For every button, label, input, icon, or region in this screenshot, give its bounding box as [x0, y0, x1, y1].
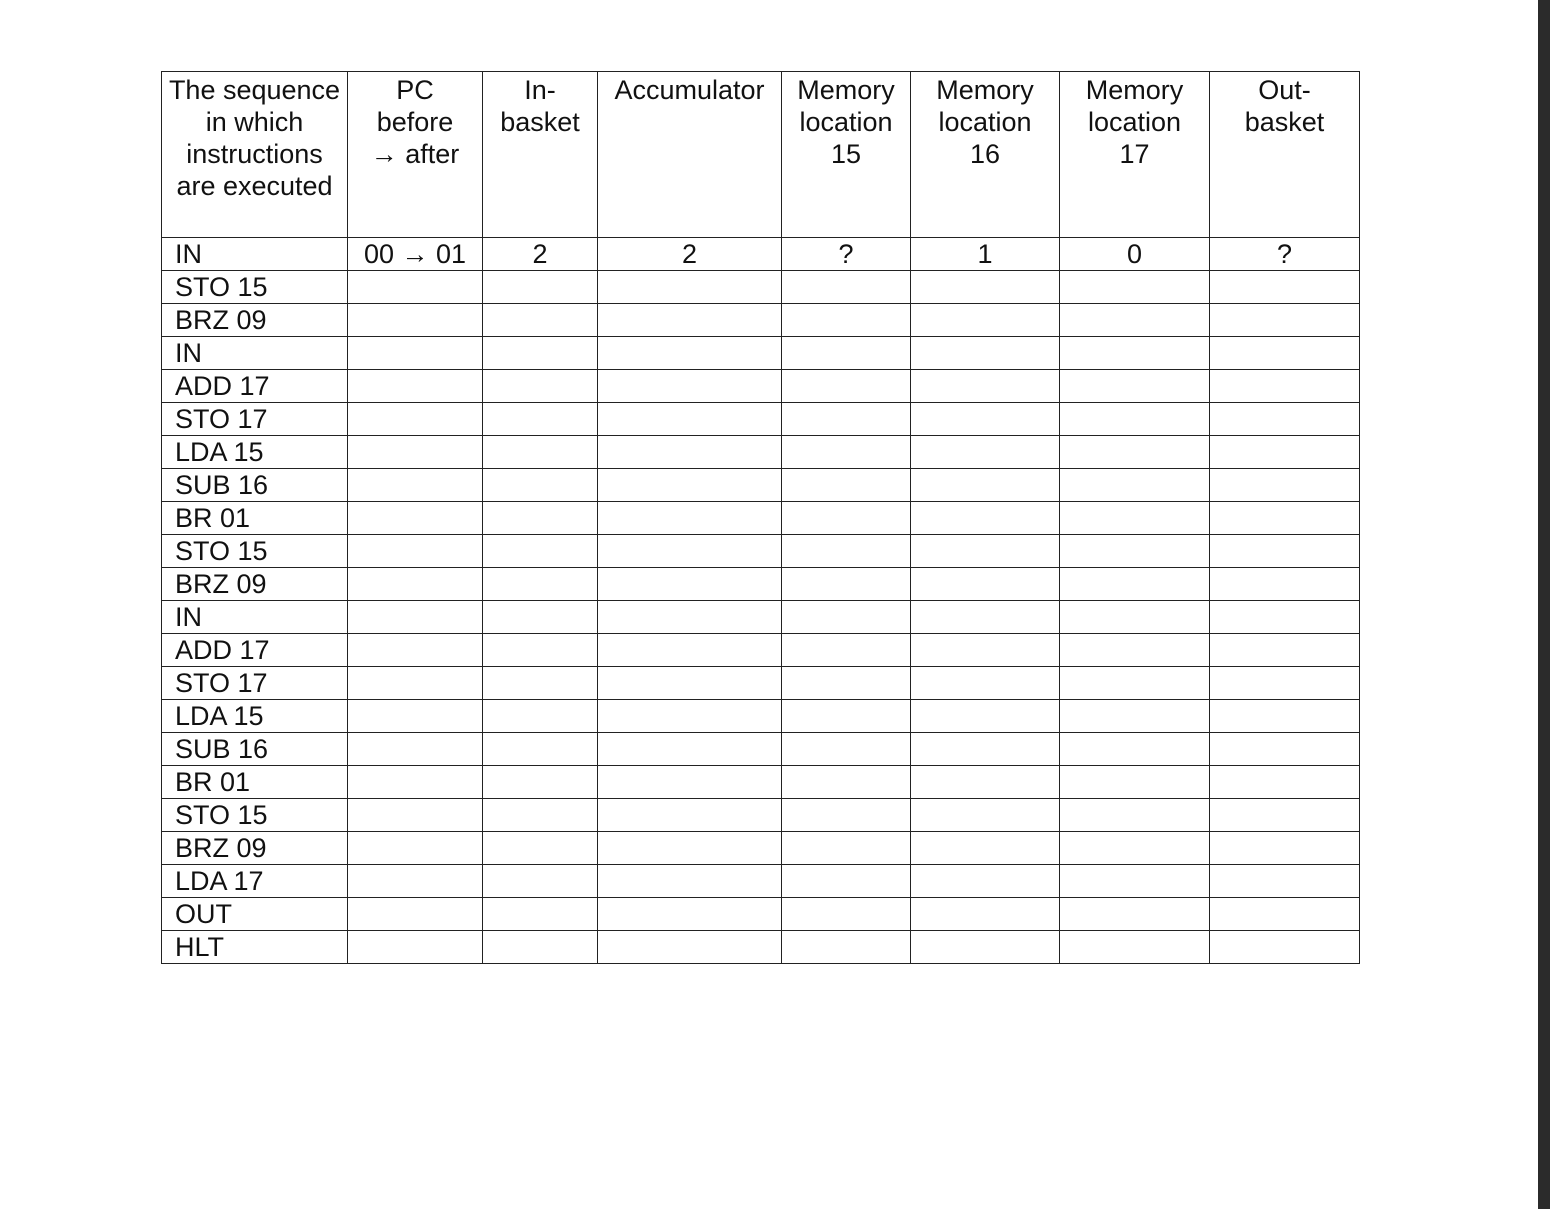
cell-memory-17: [1060, 535, 1210, 568]
cell-accumulator: [598, 469, 782, 502]
table-row: [162, 403, 1360, 436]
cell-accumulator: [598, 502, 782, 535]
cell-memory-17: [1060, 469, 1210, 502]
instruction-trace-table: [161, 71, 1360, 964]
cell-memory-15: [782, 898, 911, 931]
cell-memory-16: [911, 370, 1060, 403]
cell-instruction: OUT: [162, 898, 348, 931]
cell-memory-15: [782, 370, 911, 403]
cell-in-basket: [483, 733, 598, 766]
cell-in-basket: [483, 931, 598, 964]
cell-accumulator: [598, 865, 782, 898]
cell-accumulator: [598, 535, 782, 568]
cell-memory-16: 1: [911, 238, 1060, 271]
cell-out-basket: [1210, 832, 1360, 865]
cell-pc: [348, 337, 483, 370]
cell-memory-17: [1060, 436, 1210, 469]
cell-accumulator: [598, 634, 782, 667]
header-pc: PC before → after: [348, 72, 483, 238]
cell-instruction: BR 01: [162, 766, 348, 799]
cell-memory-16: [911, 436, 1060, 469]
cell-instruction: BRZ 09: [162, 304, 348, 337]
table-row: [162, 832, 1360, 865]
table-row: [162, 634, 1360, 667]
cell-memory-16: [911, 799, 1060, 832]
cell-memory-15: [782, 403, 911, 436]
cell-out-basket: [1210, 403, 1360, 436]
cell-memory-16: [911, 568, 1060, 601]
cell-in-basket: [483, 337, 598, 370]
cell-memory-16: [911, 502, 1060, 535]
cell-memory-16: [911, 634, 1060, 667]
cell-out-basket: [1210, 799, 1360, 832]
cell-accumulator: [598, 766, 782, 799]
cell-memory-17: [1060, 865, 1210, 898]
cell-memory-15: [782, 568, 911, 601]
cell-memory-17: [1060, 799, 1210, 832]
table-row: [162, 733, 1360, 766]
cell-memory-16: [911, 337, 1060, 370]
cell-memory-15: [782, 733, 911, 766]
table-row: [162, 337, 1360, 370]
cell-memory-15: [782, 931, 911, 964]
table-row: [162, 304, 1360, 337]
cell-in-basket: [483, 271, 598, 304]
cell-out-basket: [1210, 370, 1360, 403]
cell-in-basket: [483, 568, 598, 601]
cell-memory-15: [782, 304, 911, 337]
table-row: [162, 799, 1360, 832]
cell-pc: [348, 898, 483, 931]
cell-memory-16: [911, 271, 1060, 304]
cell-memory-16: [911, 832, 1060, 865]
cell-pc: [348, 535, 483, 568]
cell-pc: [348, 370, 483, 403]
cell-memory-15: [782, 700, 911, 733]
cell-memory-17: [1060, 733, 1210, 766]
cell-accumulator: [598, 271, 782, 304]
cell-memory-17: [1060, 304, 1210, 337]
cell-memory-17: [1060, 931, 1210, 964]
table-row: [162, 865, 1360, 898]
cell-memory-15: [782, 436, 911, 469]
cell-pc: [348, 865, 483, 898]
cell-in-basket: [483, 502, 598, 535]
cell-memory-17: [1060, 502, 1210, 535]
cell-in-basket: [483, 700, 598, 733]
table-row: [162, 370, 1360, 403]
cell-pc: [348, 667, 483, 700]
cell-instruction: BRZ 09: [162, 832, 348, 865]
cell-accumulator: [598, 601, 782, 634]
cell-pc: 00 → 01: [348, 238, 483, 271]
cell-memory-16: [911, 733, 1060, 766]
cell-pc: [348, 502, 483, 535]
cell-instruction: STO 15: [162, 271, 348, 304]
cell-in-basket: [483, 436, 598, 469]
cell-instruction: BR 01: [162, 502, 348, 535]
cell-in-basket: [483, 535, 598, 568]
cell-pc: [348, 799, 483, 832]
table-row: [162, 271, 1360, 304]
cell-memory-15: [782, 337, 911, 370]
cell-memory-17: [1060, 700, 1210, 733]
cell-in-basket: [483, 865, 598, 898]
cell-memory-16: [911, 865, 1060, 898]
cell-in-basket: [483, 898, 598, 931]
cell-instruction: LDA 15: [162, 436, 348, 469]
cell-in-basket: [483, 667, 598, 700]
cell-pc: [348, 403, 483, 436]
cell-instruction: IN: [162, 337, 348, 370]
cell-in-basket: [483, 469, 598, 502]
cell-pc: [348, 436, 483, 469]
cell-pc: [348, 271, 483, 304]
cell-pc: [348, 931, 483, 964]
cell-memory-17: [1060, 403, 1210, 436]
cell-memory-16: [911, 601, 1060, 634]
cell-accumulator: [598, 568, 782, 601]
cell-out-basket: [1210, 766, 1360, 799]
table-row: [162, 568, 1360, 601]
cell-accumulator: 2: [598, 238, 782, 271]
header-memory-16: Memory location 16: [911, 72, 1060, 238]
cell-memory-15: [782, 469, 911, 502]
header-sequence: The sequence in which instructions are executed: [162, 72, 348, 238]
cell-memory-15: ?: [782, 238, 911, 271]
cell-out-basket: [1210, 337, 1360, 370]
cell-out-basket: [1210, 931, 1360, 964]
cell-instruction: STO 15: [162, 535, 348, 568]
header-memory-17: Memory location 17: [1060, 72, 1210, 238]
cell-accumulator: [598, 436, 782, 469]
table-row: [162, 535, 1360, 568]
cell-in-basket: [483, 403, 598, 436]
cell-out-basket: [1210, 700, 1360, 733]
cell-out-basket: [1210, 502, 1360, 535]
cell-memory-16: [911, 898, 1060, 931]
cell-pc: [348, 634, 483, 667]
cell-accumulator: [598, 733, 782, 766]
cell-memory-15: [782, 502, 911, 535]
header-memory-15: Memory location 15: [782, 72, 911, 238]
cell-accumulator: [598, 700, 782, 733]
cell-memory-16: [911, 535, 1060, 568]
cell-in-basket: [483, 304, 598, 337]
cell-memory-15: [782, 766, 911, 799]
cell-memory-15: [782, 634, 911, 667]
table-row: [162, 469, 1360, 502]
cell-memory-16: [911, 700, 1060, 733]
cell-memory-17: [1060, 667, 1210, 700]
cell-accumulator: [598, 304, 782, 337]
cell-pc: [348, 568, 483, 601]
cell-instruction: LDA 17: [162, 865, 348, 898]
cell-instruction: IN: [162, 601, 348, 634]
cell-in-basket: [483, 766, 598, 799]
cell-memory-15: [782, 535, 911, 568]
cell-instruction: STO 17: [162, 403, 348, 436]
table-row: [162, 898, 1360, 931]
cell-pc: [348, 700, 483, 733]
table-row: [162, 931, 1360, 964]
cell-instruction: SUB 16: [162, 469, 348, 502]
table-row: [162, 700, 1360, 733]
cell-memory-16: [911, 403, 1060, 436]
cell-pc: [348, 832, 483, 865]
window-edge-bar: [1538, 0, 1550, 1209]
cell-out-basket: [1210, 865, 1360, 898]
cell-memory-17: [1060, 832, 1210, 865]
cell-memory-17: [1060, 568, 1210, 601]
cell-out-basket: [1210, 271, 1360, 304]
table-row: [162, 436, 1360, 469]
cell-out-basket: [1210, 469, 1360, 502]
cell-pc: [348, 304, 483, 337]
cell-in-basket: 2: [483, 238, 598, 271]
cell-pc: [348, 766, 483, 799]
table-row: [162, 766, 1360, 799]
cell-pc: [348, 733, 483, 766]
table-row: [162, 238, 1360, 271]
cell-instruction: BRZ 09: [162, 568, 348, 601]
cell-out-basket: [1210, 898, 1360, 931]
cell-pc: [348, 601, 483, 634]
cell-out-basket: [1210, 436, 1360, 469]
header-in-basket: In- basket: [483, 72, 598, 238]
cell-memory-17: [1060, 634, 1210, 667]
cell-instruction: ADD 17: [162, 634, 348, 667]
cell-accumulator: [598, 931, 782, 964]
cell-memory-15: [782, 799, 911, 832]
cell-memory-17: [1060, 370, 1210, 403]
table-row: [162, 667, 1360, 700]
cell-out-basket: [1210, 535, 1360, 568]
cell-out-basket: [1210, 601, 1360, 634]
header-out-basket: Out- basket: [1210, 72, 1360, 238]
cell-pc: [348, 469, 483, 502]
trace-body: [162, 238, 1360, 964]
cell-instruction: ADD 17: [162, 370, 348, 403]
cell-out-basket: [1210, 634, 1360, 667]
cell-memory-15: [782, 601, 911, 634]
table-row: [162, 502, 1360, 535]
cell-in-basket: [483, 370, 598, 403]
cell-in-basket: [483, 634, 598, 667]
cell-memory-16: [911, 931, 1060, 964]
cell-memory-16: [911, 469, 1060, 502]
cell-instruction: HLT: [162, 931, 348, 964]
cell-memory-15: [782, 832, 911, 865]
cell-memory-17: [1060, 766, 1210, 799]
cell-out-basket: [1210, 304, 1360, 337]
cell-out-basket: ?: [1210, 238, 1360, 271]
cell-memory-16: [911, 304, 1060, 337]
cell-accumulator: [598, 337, 782, 370]
table-row: [162, 601, 1360, 634]
cell-instruction: STO 15: [162, 799, 348, 832]
cell-accumulator: [598, 370, 782, 403]
cell-memory-17: [1060, 337, 1210, 370]
header-accumulator: Accumulator: [598, 72, 782, 238]
cell-memory-15: [782, 865, 911, 898]
cell-memory-15: [782, 271, 911, 304]
cell-memory-16: [911, 766, 1060, 799]
cell-instruction: STO 17: [162, 667, 348, 700]
cell-memory-17: [1060, 898, 1210, 931]
cell-instruction: LDA 15: [162, 700, 348, 733]
cell-accumulator: [598, 898, 782, 931]
cell-instruction: IN: [162, 238, 348, 271]
cell-memory-17: [1060, 601, 1210, 634]
header-row: [162, 72, 1360, 238]
cell-accumulator: [598, 403, 782, 436]
cell-memory-17: 0: [1060, 238, 1210, 271]
cell-in-basket: [483, 799, 598, 832]
cell-in-basket: [483, 832, 598, 865]
cell-accumulator: [598, 667, 782, 700]
cell-accumulator: [598, 832, 782, 865]
cell-memory-15: [782, 667, 911, 700]
cell-instruction: SUB 16: [162, 733, 348, 766]
cell-in-basket: [483, 601, 598, 634]
cell-out-basket: [1210, 568, 1360, 601]
cell-out-basket: [1210, 667, 1360, 700]
cell-accumulator: [598, 799, 782, 832]
cell-memory-16: [911, 667, 1060, 700]
cell-memory-17: [1060, 271, 1210, 304]
cell-out-basket: [1210, 733, 1360, 766]
